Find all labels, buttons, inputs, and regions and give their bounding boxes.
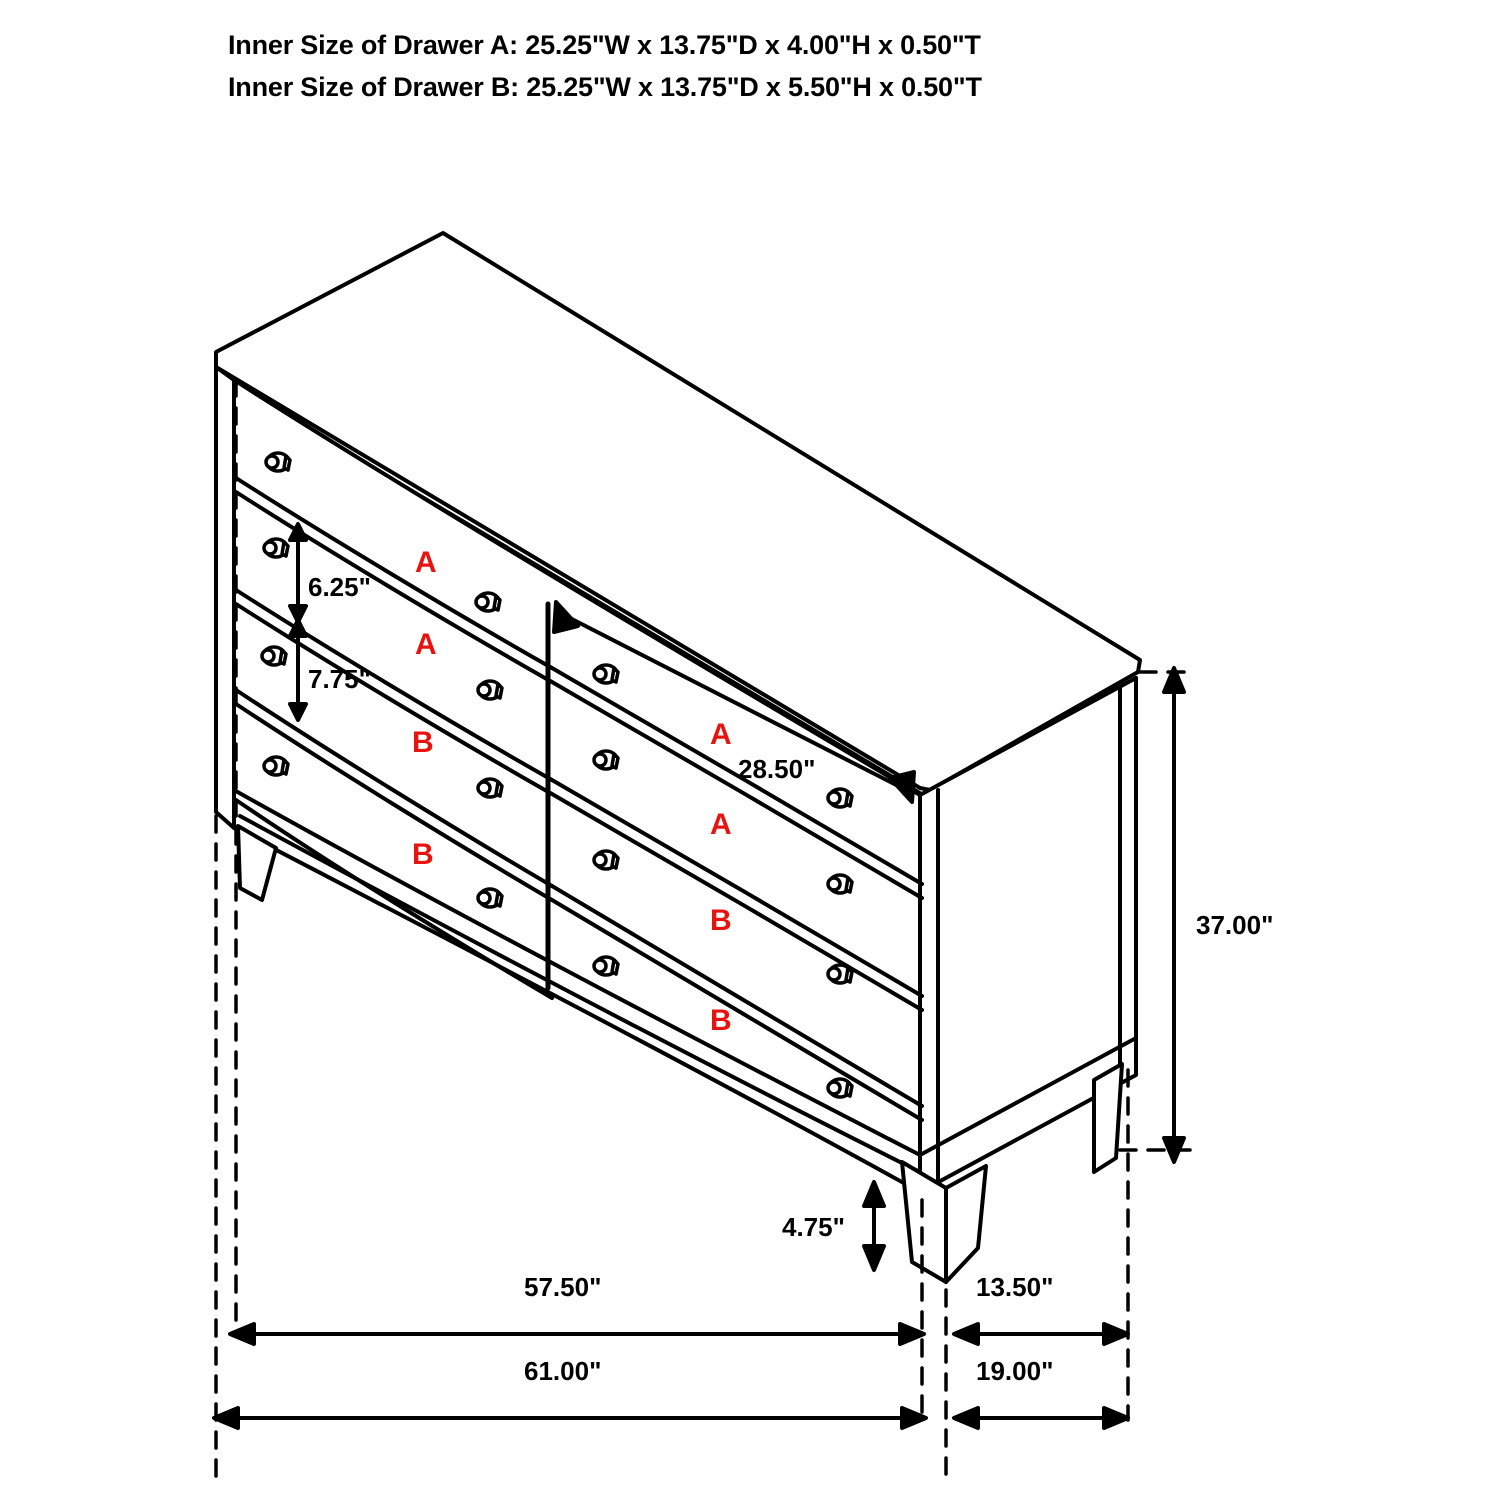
drawer-label-left-1: A [415, 546, 437, 579]
drawer-label-left-2: A [415, 628, 437, 661]
dim-label-13-50: 13.50" [976, 1272, 1054, 1302]
drawer-label-right-1: A [710, 718, 732, 751]
left-side-panel [216, 367, 234, 828]
dim-label-61-00: 61.00" [524, 1356, 602, 1386]
dim-label-37-00: 37.00" [1196, 910, 1274, 940]
dim-arrow-4-75 [864, 1182, 884, 1270]
drawer-label-left-4: B [412, 838, 434, 871]
dim-label-4-75: 4.75" [782, 1212, 845, 1242]
leg-back-right [1094, 1064, 1122, 1172]
dim-arrow-19-00 [954, 1408, 1128, 1428]
drawer-b-inner-size-text: Inner Size of Drawer B: 25.25"W x 13.75"D x 5.50"H x 0.50"T [228, 72, 982, 102]
dim-label-19-00: 19.00" [976, 1356, 1054, 1386]
dim-label-6-25: 6.25" [308, 572, 371, 602]
dim-label-28-50: 28.50" [738, 754, 816, 784]
drawer-label-right-2: A [710, 808, 732, 841]
dim-arrow-37-00 [1164, 668, 1184, 1162]
drawer-label-right-4: B [710, 1004, 732, 1037]
dim-arrow-13-50 [954, 1324, 1128, 1344]
dim-label-7-75: 7.75" [308, 664, 371, 694]
dim-label-57-50: 57.50" [524, 1272, 602, 1302]
leg-front-right-2 [946, 1166, 986, 1282]
dim-arrow-57-50 [230, 1324, 924, 1344]
drawer-a-inner-size-text: Inner Size of Drawer A: 25.25"W x 13.75"D x 4.00"H x 0.50"T [228, 30, 981, 60]
drawer-label-left-3: B [412, 726, 434, 759]
drawer-label-right-3: B [710, 904, 732, 937]
dim-arrow-61-00 [214, 1408, 926, 1428]
